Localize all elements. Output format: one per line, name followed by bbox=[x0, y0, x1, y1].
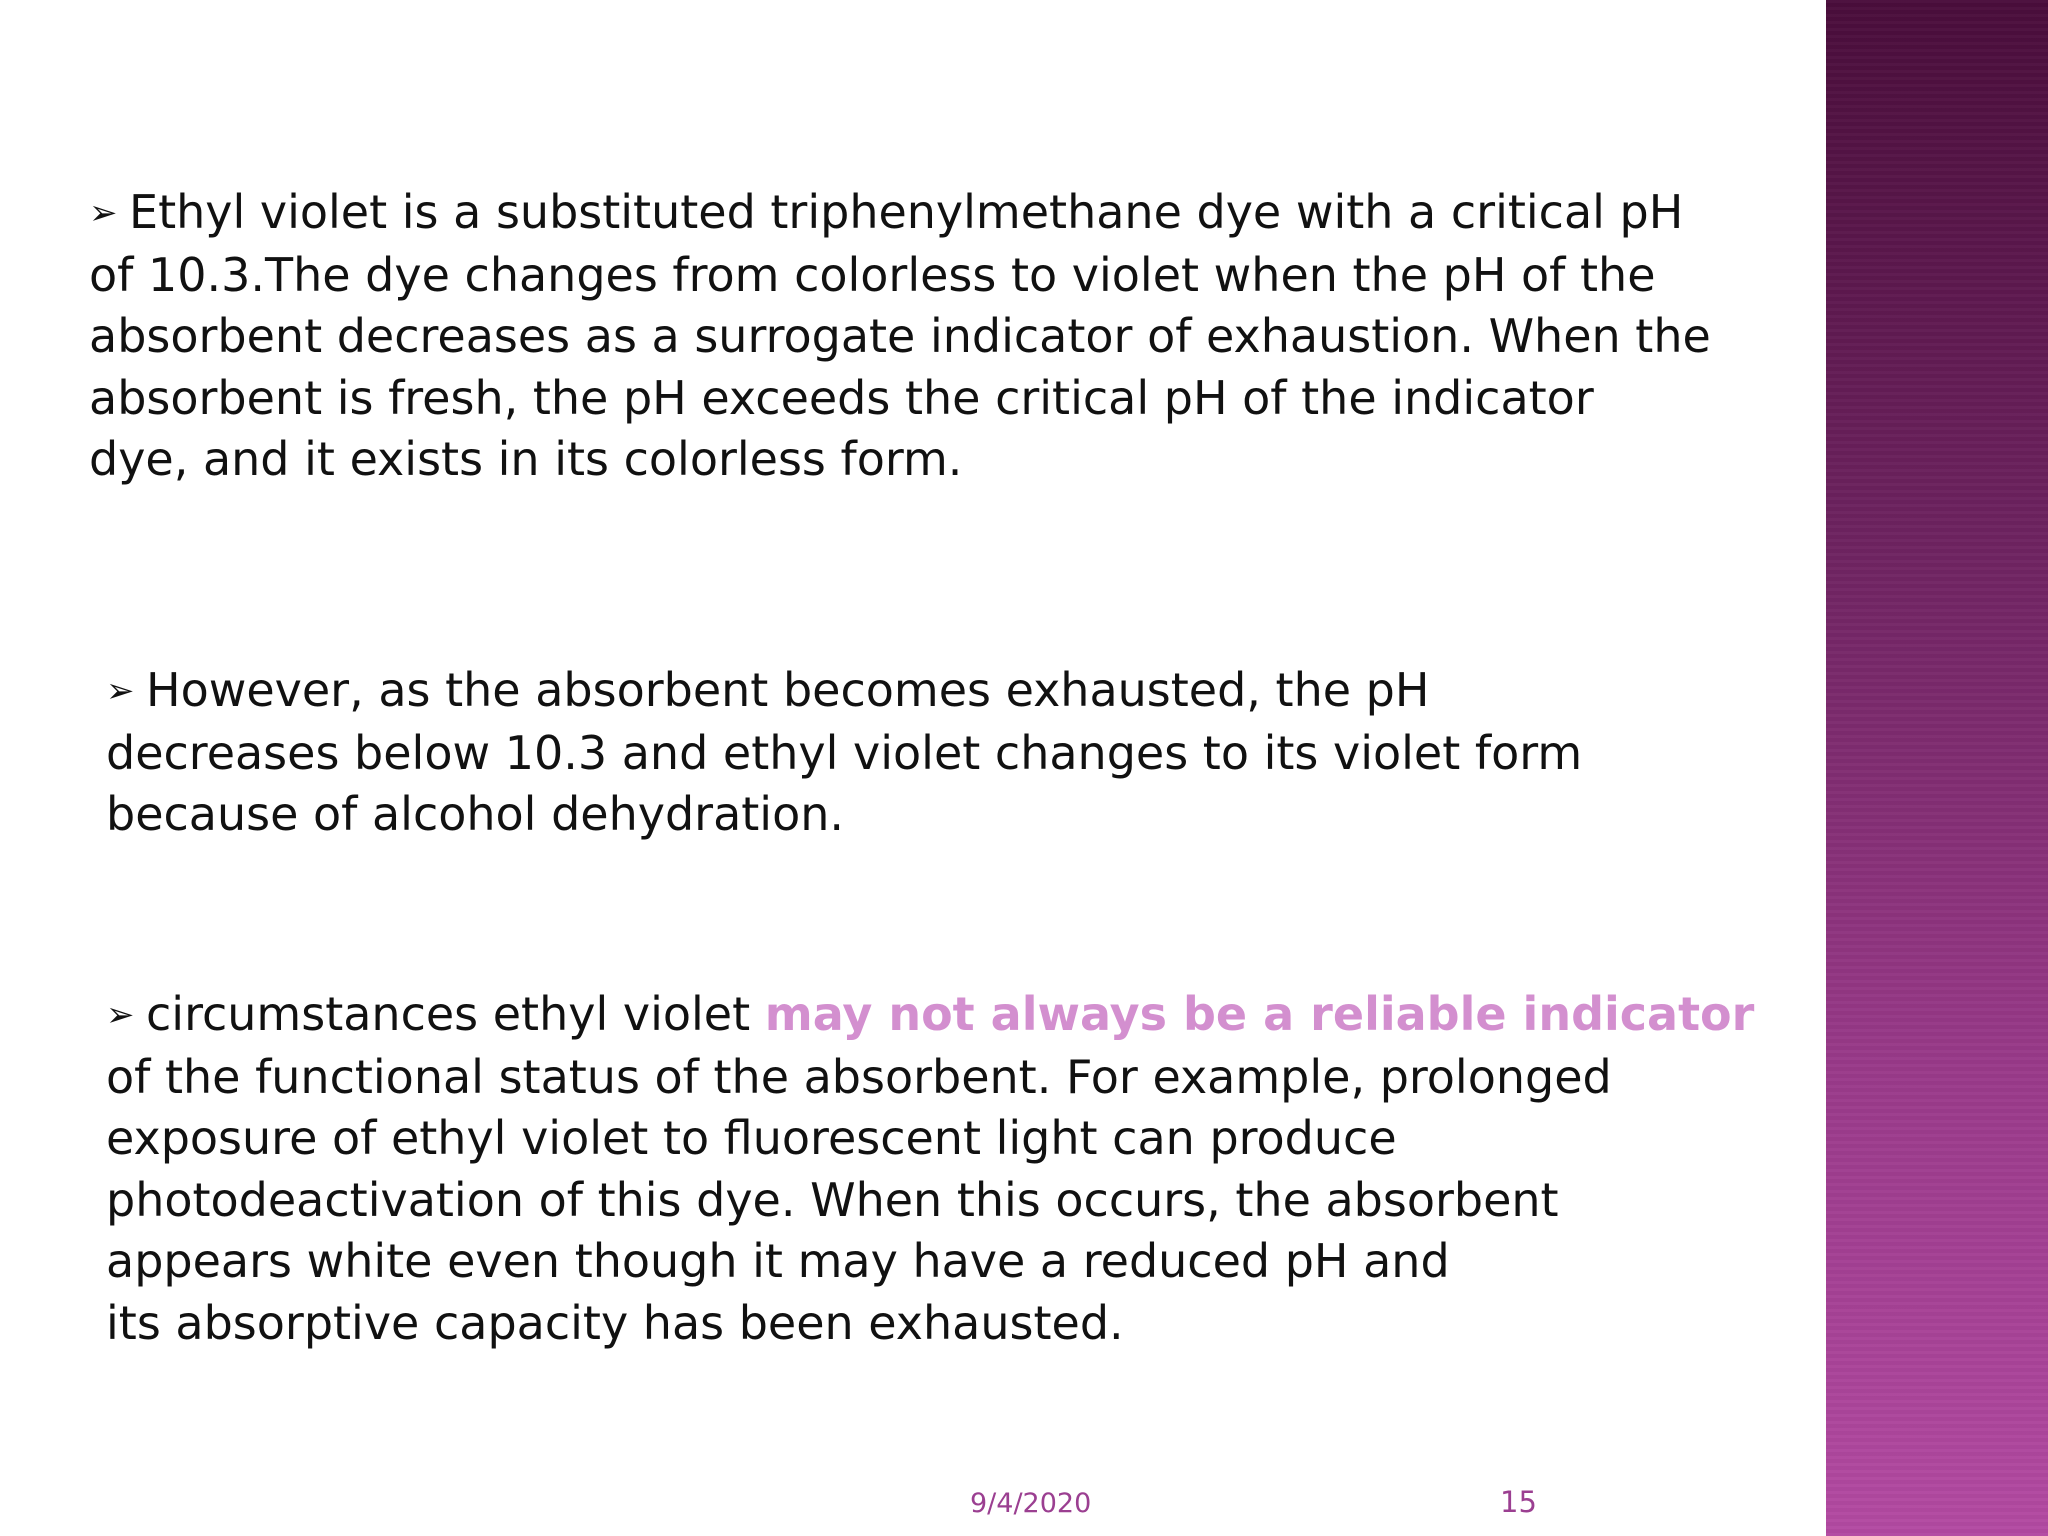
bullet-line: of 10.3.The dye changes from colorless to violet when the pH of the bbox=[89, 247, 1656, 302]
bullet-line bbox=[106, 984, 1754, 1047]
bullet-line: because of alcohol dehydration. bbox=[106, 787, 844, 841]
arrow-bullet-icon: ➢ bbox=[106, 995, 135, 1035]
bullet-text: Ethyl violet is a substituted triphenylmethane dye with a critical pH bbox=[129, 185, 1684, 239]
bullet-line: its absorptive capacity has been exhausted. bbox=[106, 1295, 1124, 1350]
bullet-line bbox=[89, 182, 1711, 245]
bullet-paragraph-1 bbox=[89, 182, 1711, 491]
bullet-line: appears white even though it may have a reduced pH and bbox=[106, 1234, 1450, 1288]
bullet-line: photodeactivation of this dye. When this occurs, the absorbent bbox=[106, 1172, 1559, 1227]
slide-number: 15 bbox=[1500, 1485, 1537, 1519]
bullet-line: dye, and it exists in its colorless form. bbox=[89, 432, 963, 486]
bullet-line: absorbent is fresh, the pH exceeds the critical pH of the indicator bbox=[89, 370, 1594, 425]
highlighted-phrase: may not always be a reliable indicator bbox=[764, 987, 1755, 1041]
bullet-paragraph-3 bbox=[106, 984, 1754, 1354]
bullet-line: decreases below 10.3 and ethyl violet changes to its violet form bbox=[106, 725, 1583, 780]
bullet-paragraph-2 bbox=[106, 660, 1582, 846]
bullet-line: absorbent decreases as a surrogate indicator of exhaustion. When the bbox=[89, 309, 1711, 363]
bullet-line: exposure of ethyl violet to fluorescent light can produce bbox=[106, 1111, 1397, 1165]
decorative-sidebar bbox=[1826, 0, 2048, 1536]
bullet-text: circumstances ethyl violet bbox=[146, 987, 765, 1041]
bullet-line: of the functional status of the absorbent. For example, prolonged bbox=[106, 1049, 1612, 1104]
footer-date: 9/4/2020 bbox=[970, 1488, 1092, 1519]
bullet-text: However, as the absorbent becomes exhausted, the pH bbox=[146, 663, 1430, 717]
arrow-bullet-icon: ➢ bbox=[106, 671, 135, 711]
arrow-bullet-icon: ➢ bbox=[89, 193, 118, 233]
bullet-line bbox=[106, 660, 1582, 723]
